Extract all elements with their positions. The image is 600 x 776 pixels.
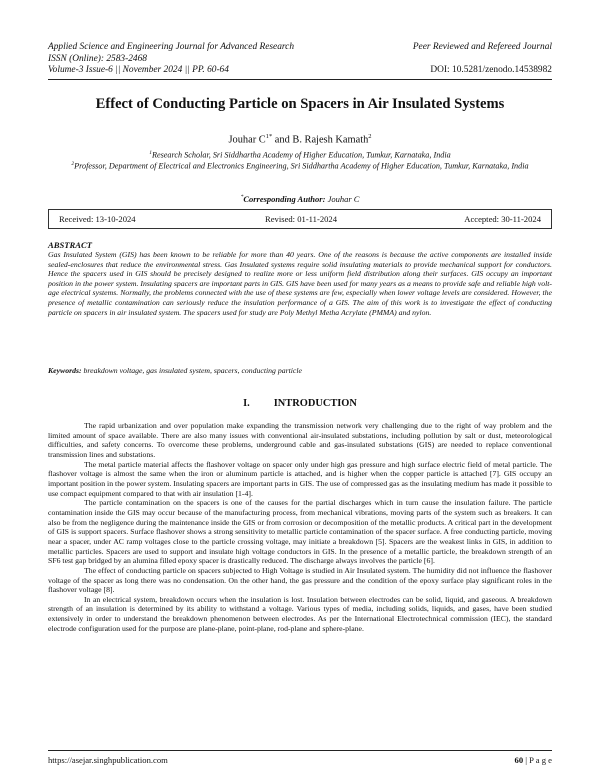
- footer: [48, 755, 552, 765]
- body-text: [48, 421, 552, 633]
- author-2: B. Rajesh Kamath: [292, 134, 369, 146]
- accepted-date: Accepted: 30-11-2024: [464, 214, 541, 224]
- abstract-heading: ABSTRACT: [48, 240, 92, 250]
- affiliation-1-sup: 1: [149, 150, 152, 156]
- paragraph-2: The metal particle material affects the flashover voltage on spacer only under high gas pressure and high surface electric field of metal particle. The flashover voltage is almost the same when the iron or aluminum particle is attached, and is higher when the copper particle is attached [7]. GIS occupy an important position in the power system. Insulating spacers are important parts in GIS. The use of compressed gas as the insulating medium has made it possible to use compact equipment compared to that with air insulation [1-4].: [48, 459, 552, 498]
- keywords: [48, 366, 552, 375]
- paragraph-3: The particle contamination on the spacers is one of the causes for the partial discharges which in turn cause the insulation failure. The particle contamination inside the GIS may occur because of the manufacturing process, from mechanical vibrations, moving parts of the system such as breakers. It can also be from the negligence during the maintenance inside the GIS or from corrosion or decomposition of the metallic products. A critical part in the development of GIS is support spacers. Surface flashover shows a strong sensitivity to metallic particle contamination of the spacer surface. A free conducting particle, moving near a spacer, under AC ramp voltages close to the particle crossing voltage, may initiate a breakdown [5]. Spacers are the weakest links in GIS, in addition to metallic particles. Spacers are used to support and insulate high voltage conductors in GIS. In the presence of a metallic particle, the breakdown strength of an SF6 test gap bridged by an alumina filled epoxy spacer is drastically reduced. The discharge always involves the particle [6].: [48, 498, 552, 566]
- affiliation-2-text: Professor, Department of Electrical and Electronics Engineering, Sri Siddhartha Academy of Higher Education, Tumkur, Karnataka, India: [74, 161, 529, 171]
- issn: ISSN (Online): 2583-2468: [48, 53, 147, 64]
- corresponding-sup: *: [240, 194, 244, 201]
- affiliation-1-text: Research Scholar, Sri Siddhartha Academy of Higher Education, Tumkur, Karnataka, India: [151, 150, 451, 160]
- page-number: [515, 755, 552, 765]
- keywords-text: breakdown voltage, gas insulated system, spacers, conducting particle: [81, 366, 302, 375]
- paragraph-1: The rapid urbanization and over population make expanding the transmission network very challenging due to the right of way problem and the limited amount of space available. There are also many issues with conventional air-insulated substations, including pollution by salt or dust, meteorological difficulties, and safety concerns. To overcome these problems, underground cable and gas-insulated substations (GIS) are needed to replace conventional transmission lines and substations.: [48, 421, 552, 459]
- page-label: | P a g e: [523, 755, 552, 765]
- author-1-sup: 1*: [265, 133, 273, 140]
- dates-box: [48, 209, 552, 229]
- revised-date: Revised: 01-11-2024: [265, 214, 338, 224]
- authors-and: and: [272, 134, 293, 146]
- header-divider: [48, 79, 552, 80]
- section-title: INTRODUCTION: [273, 398, 357, 409]
- paragraph-4: The effect of conducting particle on spacers subjected to High Voltage is studied in Air Insulated system. The humidity did not influence the flashover voltage of the spacer as long there was no condensation. On the other hand, the gas pressure and the condition of the epoxy surface play significant roles in the flashover voltage [8].: [48, 565, 552, 595]
- volume-info: Volume-3 Issue-6 || November 2024 || PP. 60-64: [48, 65, 229, 75]
- journal-header-row3: [48, 65, 552, 77]
- paper-title: Effect of Conducting Particle on Spacers in Air Insulated Systems: [95, 96, 505, 112]
- journal-name: Applied Science and Engineering Journal for Advanced Research: [48, 42, 295, 52]
- received-date: Received: 13-10-2024: [59, 214, 136, 224]
- corresponding-author: [40, 194, 560, 204]
- journal-header-row1: [48, 42, 552, 54]
- footer-url[interactable]: https://asejar.singhpublication.com: [48, 755, 168, 765]
- keywords-label: Keywords:: [48, 366, 82, 375]
- author-1: Jouhar C: [228, 134, 266, 146]
- author-2-sup: 2: [368, 133, 372, 140]
- corresponding-name: Jouhar C: [325, 194, 360, 204]
- section-number: I.: [243, 398, 250, 409]
- review-label: Peer Reviewed and Refereed Journal: [412, 42, 552, 52]
- footer-divider: [48, 750, 552, 751]
- corresponding-label: Corresponding Author:: [243, 194, 326, 204]
- doi: DOI: 10.5281/zenodo.14538982: [430, 65, 552, 75]
- abstract-text: Gas Insulated System (GIS) has been known to be reliable for more than 40 years. One of the reasons is because the active components are installed inside sealed-enclosures that reduce the environmental stress. Gas Insulated systems require solid insulating materials to provide mechanical support for conductors. Hence the spacers used in GIS should be precisely designed to realize more or less uniform field distribution along their surfaces. GIS occupy an important position in the power system. Insulating spacers are important parts in GIS. GIS have been used for many years as a means to provide safe and reliable high volt-age electrical systems. Normally, the problems connected with the use of these systems are few, especially when lower voltage levels are considered. However, the presence of metallic contamination can seriously reduce the insulation performance of a GIS. The aim of this work is to investigate the effect of conducting particle on spacers in air insulated system. The spacers used for study are Poly Methyl Metha Acrylate (PMMA) and nylon.: [48, 250, 552, 317]
- section-heading: [48, 398, 552, 409]
- paragraph-5: In an electrical system, breakdown occurs when the insulation is lost. Insulation between electrodes can be solid, liquid, and gaseous. A breakdown strength of an insulation is determined by its ability to withstand a voltage. Various types of media, including solids, liquids, and gases, have been studied extensively in order to understand the breakdown phenomenon between electrodes. As per the International Electrotechnical commission (IEC), the standard electrode configuration used for the purpose are plane-plane, point-plane, rod-plane and sphere-plane.: [48, 594, 552, 633]
- page-number-value: 60: [514, 755, 524, 765]
- affiliation-2-sup: 2: [71, 160, 75, 167]
- authors: [40, 133, 560, 145]
- affiliation-2: [56, 159, 544, 172]
- journal-header-row2: [48, 54, 552, 66]
